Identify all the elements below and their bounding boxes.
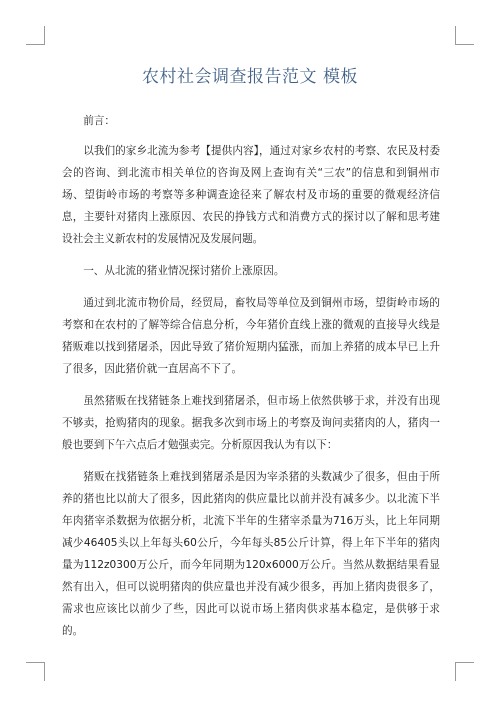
crop-mark-top-left	[26, 26, 45, 45]
paragraph: 虽然猪贩在找猪链条上难找到猪屠杀，但市场上依然供够于求，并没有出现不够卖，抢购猪肉的现象。据我多次到市场上的考察及询问卖猪肉的人，猪肉一般也要到下午六点后才勉强卖完。分析原因我认为有以下：	[62, 395, 440, 451]
paragraph: 通过到北流市物价局，经贸局，畜牧局等单位及到铜州市场，望街岭市场的考察和在农村的了解等综合信息分析，今年猪价直线上涨的微观的直接导火线是猪贩难以找到猪屠杀，因此导致了猪价短期内猛涨，而加上养猪的成本早已上升了很多，因此猪价就一直居高不下了。	[62, 297, 440, 375]
preface-heading: 前言：	[83, 115, 115, 127]
paragraph: 以我们的家乡北流为参考【提供内容】，通过对家乡农村的考察、农民及村委会的咨询、到北流市相关单位的咨询及网上查询有关“三农”的信息和到铜州市场、望街岭市场的考察等多种调查途径来了解农村及市场的重要的微观经济信息，主要针对猪肉上涨原因、农民的挣钱方式和消费方式的探讨以了解和思考建设社会主义新农村的发展情况及发展问题。	[62, 145, 440, 245]
crop-mark-top-right	[455, 26, 474, 45]
document-body	[62, 110, 440, 652]
document-title: 农村社会调查报告范文 模板	[142, 67, 358, 87]
section-heading: 一、从北流的猪业情况探讨猪价上涨原因。	[83, 265, 285, 277]
crop-mark-bottom-left	[26, 662, 45, 681]
crop-mark-bottom-right	[455, 662, 474, 681]
paragraph: 猪贩在找猪链条上难找到猪屠杀是因为宰杀猪的头数减少了很多，但由于所养的猪也比以前大了很多，因此猪肉的供应量比以前并没有减多少。以北流下半年肉猪宰杀数据为依据分析，北流下半年的生猪宰杀量为716万头，比上年同期减少46405头以上年每头60公斤，今年每头85公斤计算，得上年下半年的猪肉量为112z0300万公斤，而今年同期为120x6000万公斤。当然从数据结果看显然有出入，但可以说明猪肉的供应量也并没有减少很多，再加上猪肉贵很多了，需求也应该比以前少了些，因此可以说市场上猪肉供求基本稳定，是供够于求的。	[62, 471, 440, 637]
